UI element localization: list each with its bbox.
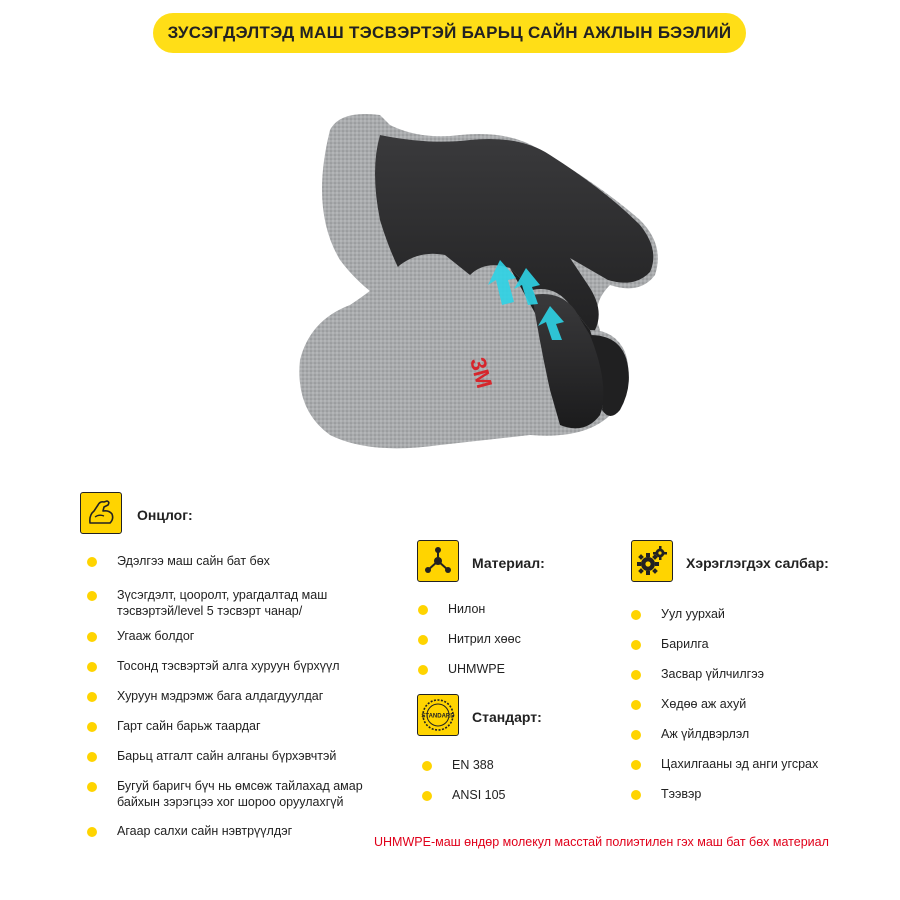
molecule-icon xyxy=(417,540,459,582)
glove-brand-logo: 3M xyxy=(465,354,498,391)
standard-badge-text: STANDARD xyxy=(421,713,455,720)
flexed-arm-icon xyxy=(80,492,122,534)
bullet-dot-icon xyxy=(631,730,641,740)
bullet-dot-icon xyxy=(87,782,97,792)
material-heading: Материал: xyxy=(472,555,545,571)
features-item-wrap: Зүсэгдэлт, цооролт, урагдалтад маш тэсвэртэй/level 5 тэсвэрт чанар/ xyxy=(117,588,328,618)
bullet-dot-icon xyxy=(87,692,97,702)
page-title: ЗУСЭГДЭЛТЭД МАШ ТЭСВЭРТЭЙ БАРЬЦ САЙН АЖЛЫН БЭЭЛИЙ xyxy=(167,23,732,42)
bullet-dot-icon xyxy=(87,557,97,567)
bullet-dot-icon xyxy=(631,700,641,710)
bullet-dot-icon xyxy=(631,610,641,620)
bullet-dot-icon xyxy=(422,791,432,801)
glove-product-image xyxy=(270,90,670,470)
usage-heading: Хэрэглэгдэх салбар: xyxy=(686,555,829,571)
bullet-dot-icon xyxy=(87,722,97,732)
bullet-dot-icon xyxy=(418,635,428,645)
title-banner xyxy=(153,13,746,53)
gears-icon xyxy=(631,540,673,582)
bullet-dot-icon xyxy=(631,790,641,800)
bullet-dot-icon xyxy=(422,761,432,771)
bullet-dot-icon xyxy=(87,662,97,672)
bullet-dot-icon xyxy=(631,760,641,770)
bullet-dot-icon xyxy=(418,605,428,615)
bullet-dot-icon xyxy=(87,591,97,601)
bullet-dot-icon xyxy=(87,632,97,642)
bullet-dot-icon xyxy=(631,640,641,650)
uhmwpe-footnote: UHMWPE-маш өндөр молекул масстай полиэтилен гэх маш бат бөх материал xyxy=(374,835,829,849)
features-heading: Онцлог: xyxy=(137,507,193,523)
bullet-dot-icon xyxy=(631,670,641,680)
standard-badge-icon xyxy=(417,694,459,736)
standard-heading: Стандарт: xyxy=(472,709,542,725)
bullet-dot-icon xyxy=(418,665,428,675)
bullet-dot-icon xyxy=(87,827,97,837)
bullet-dot-icon xyxy=(87,752,97,762)
